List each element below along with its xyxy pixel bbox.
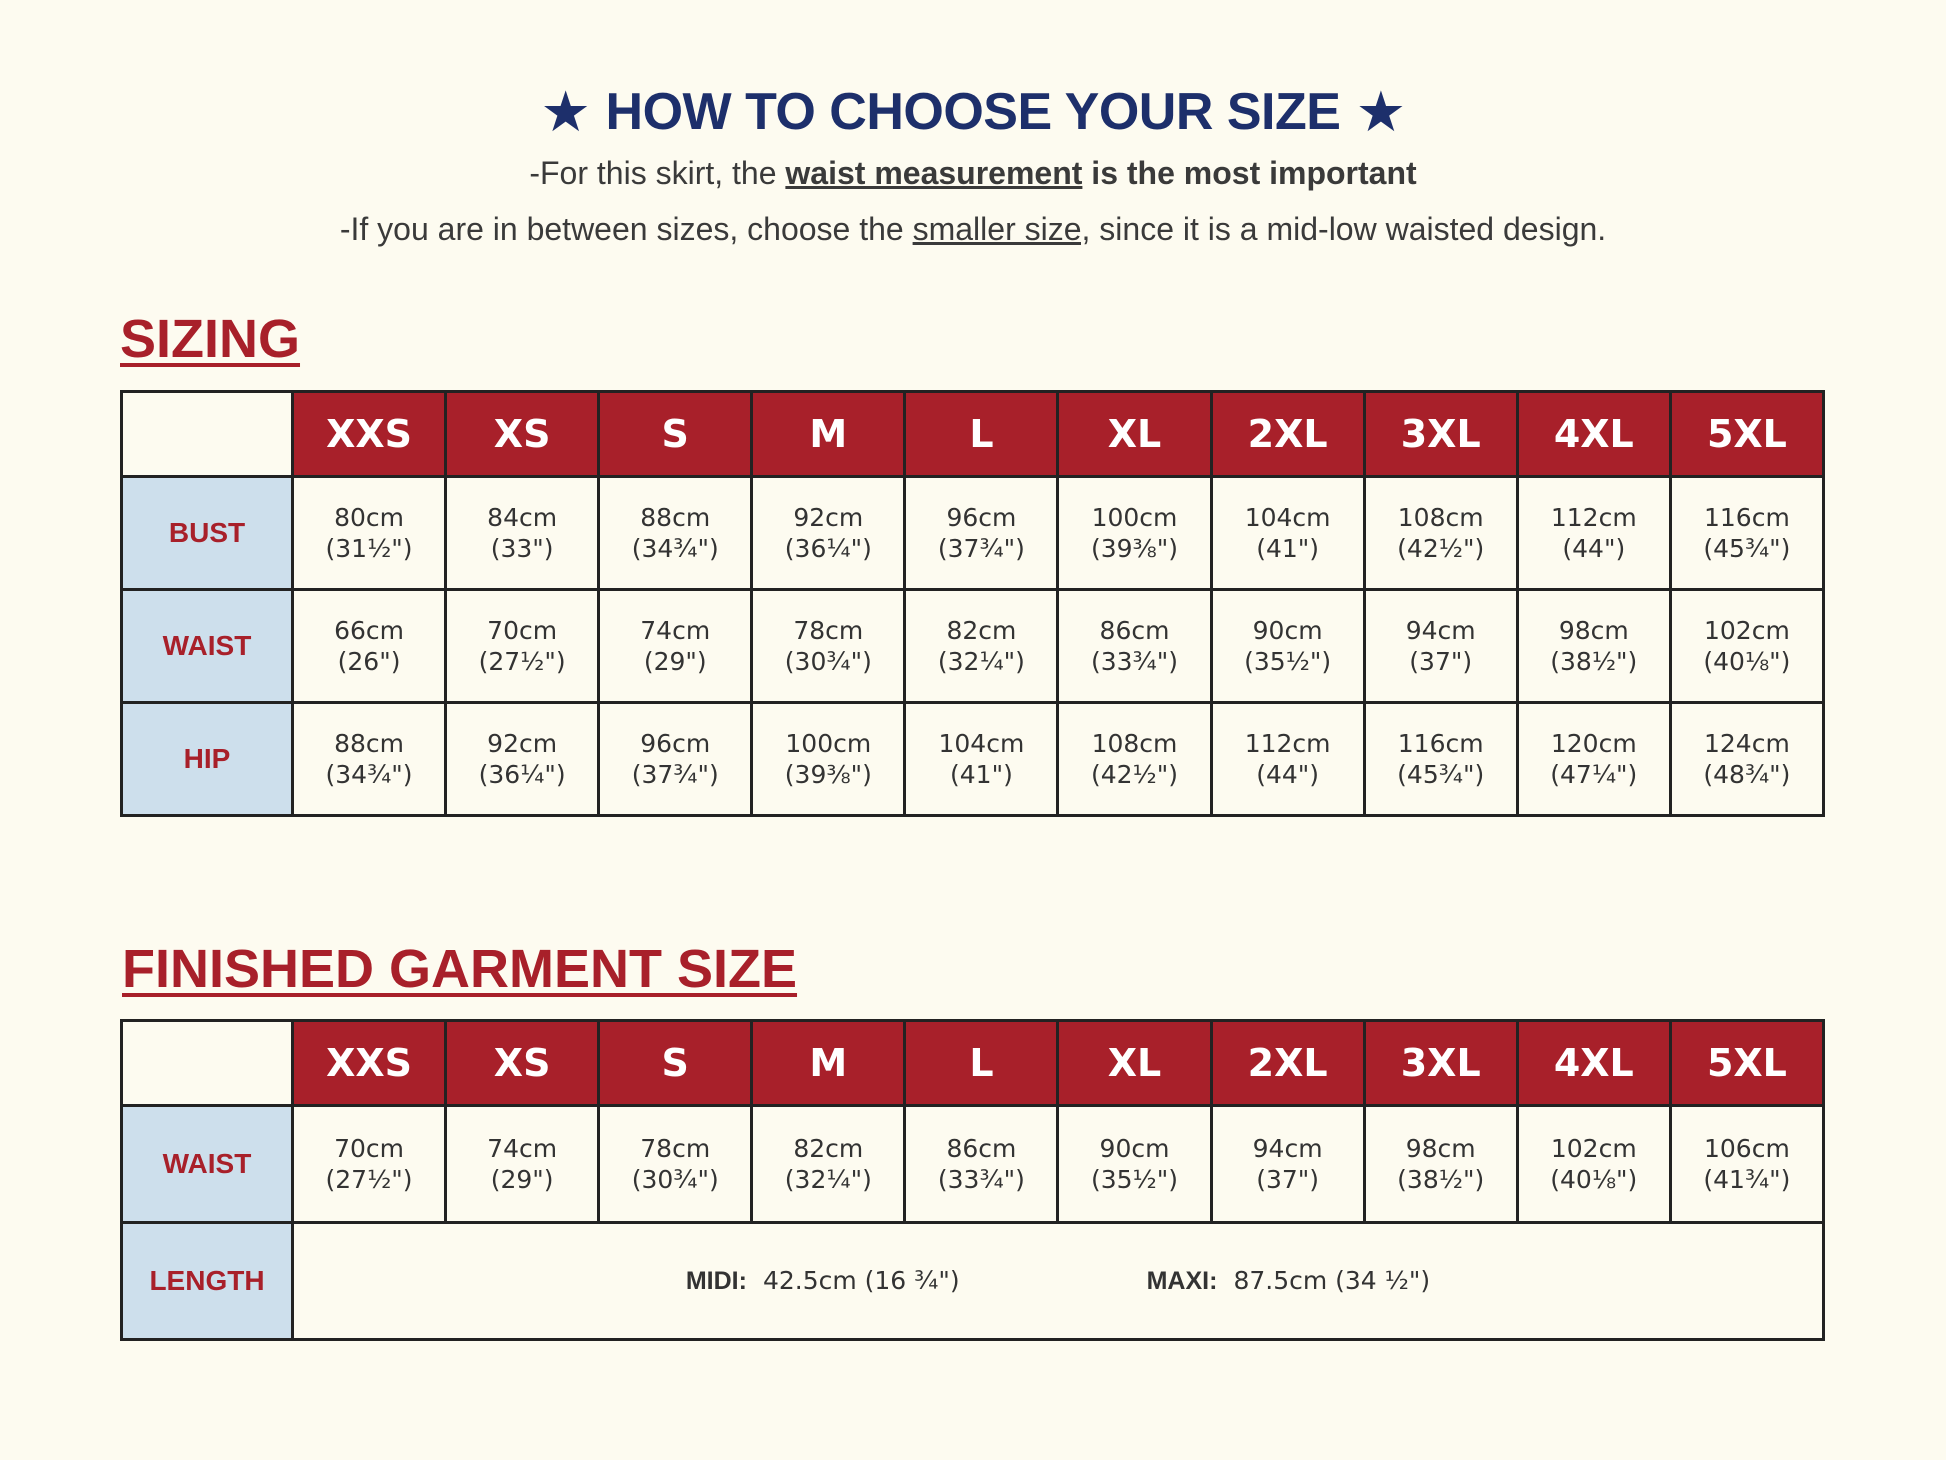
title-text: HOW TO CHOOSE YOUR SIZE <box>605 83 1341 141</box>
row-header-waist: WAIST <box>122 590 293 703</box>
cm-value: 102cm <box>1704 616 1790 645</box>
cm-value: 100cm <box>785 729 872 758</box>
size-header: XL <box>1058 392 1211 477</box>
instruction-2-emphasis: smaller size, <box>912 211 1091 247</box>
cm-value: 70cm <box>334 1134 404 1163</box>
cm-value: 104cm <box>938 729 1025 758</box>
inch-value: (37") <box>1409 647 1473 676</box>
cm-value: 100cm <box>1091 503 1178 532</box>
inch-value: (39⅜") <box>1090 534 1179 563</box>
cm-value: 98cm <box>1558 616 1629 645</box>
measurement-cell <box>446 477 599 590</box>
inch-value: (36¼") <box>784 534 872 563</box>
measurement-cell <box>446 590 599 703</box>
cm-value: 74cm <box>640 616 711 645</box>
inch-value: (44") <box>1562 534 1626 563</box>
size-header: 3XL <box>1364 392 1517 477</box>
inch-value: (33") <box>490 534 554 563</box>
inch-value: (34¾") <box>631 534 719 563</box>
measurement-cell <box>905 1106 1058 1223</box>
size-header: 2XL <box>1211 392 1364 477</box>
measurement-cell <box>599 477 752 590</box>
size-header: XS <box>446 1021 599 1106</box>
inch-value: (30¾") <box>784 647 872 676</box>
measurement-cell <box>752 590 905 703</box>
size-header: S <box>599 392 752 477</box>
cm-value: 88cm <box>640 503 711 532</box>
cm-value: 106cm <box>1704 1134 1790 1163</box>
sizing-table <box>120 390 1825 817</box>
cm-value: 108cm <box>1397 503 1484 532</box>
cm-value: 94cm <box>1405 616 1476 645</box>
inch-value: (37") <box>1256 1165 1320 1194</box>
inch-value: (27½") <box>325 1165 413 1194</box>
cm-value: 66cm <box>334 616 404 645</box>
size-header: M <box>752 392 905 477</box>
inch-value: (32¼") <box>937 647 1025 676</box>
instruction-line-1 <box>0 155 1946 192</box>
size-header: 3XL <box>1364 1021 1517 1106</box>
cm-value: 84cm <box>487 503 558 532</box>
cm-value: 116cm <box>1704 503 1790 532</box>
cm-value: 92cm <box>793 503 864 532</box>
measurement-cell <box>446 703 599 816</box>
table-corner <box>122 1021 293 1106</box>
measurement-cell <box>905 590 1058 703</box>
inch-value: (41") <box>1256 534 1320 563</box>
cm-value: 94cm <box>1252 1134 1323 1163</box>
midi-label: MIDI: <box>685 1267 747 1295</box>
inch-value: (33¾") <box>1090 647 1179 676</box>
inch-value: (26") <box>337 647 401 676</box>
inch-value: (45¾") <box>1397 760 1485 789</box>
inch-value: (37¾") <box>937 534 1025 563</box>
measurement-cell <box>599 1106 752 1223</box>
inch-value: (31½") <box>325 534 413 563</box>
instruction-1-prefix: -For this skirt, the <box>529 155 786 191</box>
size-header: XL <box>1058 1021 1211 1106</box>
size-header: 4XL <box>1517 1021 1670 1106</box>
cm-value: 98cm <box>1405 1134 1476 1163</box>
size-header: XS <box>446 392 599 477</box>
measurement-cell <box>1364 477 1517 590</box>
cm-value: 112cm <box>1550 503 1637 532</box>
measurement-cell <box>1517 703 1670 816</box>
cm-value: 70cm <box>487 616 558 645</box>
table-row <box>122 590 1824 703</box>
cm-value: 104cm <box>1244 503 1331 532</box>
inch-value: (38½") <box>1397 1165 1485 1194</box>
midi-value: 42.5cm (16 ¾") <box>762 1266 960 1295</box>
measurement-cell <box>293 1106 446 1223</box>
cm-value: 74cm <box>487 1134 558 1163</box>
measurement-cell <box>293 590 446 703</box>
size-header: M <box>752 1021 905 1106</box>
measurement-cell <box>1058 590 1211 703</box>
cm-value: 82cm <box>793 1134 864 1163</box>
instruction-1-suffix: is the most important <box>1082 155 1417 191</box>
size-header: L <box>905 1021 1058 1106</box>
table-row <box>122 1223 1824 1340</box>
row-header-bust: BUST <box>122 477 293 590</box>
inch-value: (39⅜") <box>784 760 872 789</box>
size-header: XXS <box>293 1021 446 1106</box>
measurement-cell <box>1670 590 1823 703</box>
inch-value: (47¼") <box>1550 760 1638 789</box>
maxi-value: 87.5cm (34 ½") <box>1233 1266 1431 1295</box>
measurement-cell <box>599 590 752 703</box>
cm-value: 102cm <box>1550 1134 1637 1163</box>
inch-value: (29") <box>490 1165 554 1194</box>
table-row <box>122 1106 1824 1223</box>
inch-value: (32¼") <box>784 1165 872 1194</box>
measurement-cell <box>1058 1106 1211 1223</box>
measurement-cell <box>1211 590 1364 703</box>
measurement-cell <box>1517 1106 1670 1223</box>
measurement-cell <box>599 703 752 816</box>
measurement-cell <box>1211 477 1364 590</box>
inch-value: (30¾") <box>631 1165 719 1194</box>
inch-value: (37¾") <box>631 760 719 789</box>
cm-value: 124cm <box>1704 729 1790 758</box>
cm-value: 112cm <box>1244 729 1331 758</box>
size-header: 2XL <box>1211 1021 1364 1106</box>
cm-value: 86cm <box>1099 616 1170 645</box>
cm-value: 90cm <box>1252 616 1323 645</box>
garment-section-title: FINISHED GARMENT SIZE <box>122 939 798 999</box>
measurement-cell <box>905 703 1058 816</box>
measurement-cell <box>446 1106 599 1223</box>
measurement-cell <box>1364 590 1517 703</box>
inch-value: (35½") <box>1244 647 1332 676</box>
inch-value: (27½") <box>478 647 566 676</box>
row-header-waist: WAIST <box>122 1106 293 1223</box>
maxi-length <box>1147 1266 1431 1296</box>
table-row <box>122 477 1824 590</box>
size-header: L <box>905 392 1058 477</box>
inch-value: (40⅛") <box>1703 647 1791 676</box>
measurement-cell <box>1058 703 1211 816</box>
measurement-cell <box>293 477 446 590</box>
star-icon-right: ★ <box>1358 84 1403 140</box>
row-header-length: LENGTH <box>122 1223 293 1340</box>
inch-value: (35½") <box>1090 1165 1179 1194</box>
cm-value: 82cm <box>946 616 1017 645</box>
size-header: S <box>599 1021 752 1106</box>
inch-value: (41") <box>950 760 1013 789</box>
table-corner <box>122 392 293 477</box>
measurement-cell <box>1670 1106 1823 1223</box>
cm-value: 78cm <box>793 616 864 645</box>
inch-value: (42½") <box>1090 760 1179 789</box>
garment-table <box>120 1019 1825 1341</box>
size-header: 4XL <box>1517 392 1670 477</box>
inch-value: (36¼") <box>478 760 566 789</box>
inch-value: (29") <box>643 647 707 676</box>
row-header-hip: HIP <box>122 703 293 816</box>
cm-value: 96cm <box>946 503 1017 532</box>
size-header: 5XL <box>1670 392 1823 477</box>
cm-value: 108cm <box>1091 729 1178 758</box>
inch-value: (44") <box>1256 760 1320 789</box>
inch-value: (34¾") <box>325 760 413 789</box>
measurement-cell <box>1517 590 1670 703</box>
measurement-cell <box>293 703 446 816</box>
cm-value: 90cm <box>1099 1134 1170 1163</box>
inch-value: (41¾") <box>1703 1165 1791 1194</box>
instruction-2-suffix: since it is a mid-low waisted design. <box>1090 211 1607 247</box>
sizing-section-title: SIZING <box>120 309 301 369</box>
inch-value: (45¾") <box>1703 534 1791 563</box>
inch-value: (33¾") <box>937 1165 1025 1194</box>
instruction-1-emphasis: waist measurement <box>785 155 1083 191</box>
cm-value: 92cm <box>487 729 558 758</box>
cm-value: 96cm <box>640 729 711 758</box>
cm-value: 116cm <box>1397 729 1484 758</box>
maxi-label: MAXI: <box>1146 1267 1218 1295</box>
measurement-cell <box>1670 477 1823 590</box>
measurement-cell <box>1517 477 1670 590</box>
cm-value: 120cm <box>1550 729 1637 758</box>
measurement-cell <box>752 477 905 590</box>
star-icon-left: ★ <box>543 84 588 140</box>
size-header: 5XL <box>1670 1021 1823 1106</box>
measurement-cell <box>1211 1106 1364 1223</box>
inch-value: (42½") <box>1397 534 1485 563</box>
length-cell <box>293 1223 1824 1340</box>
cm-value: 78cm <box>640 1134 711 1163</box>
inch-value: (38½") <box>1550 647 1638 676</box>
inch-value: (40⅛") <box>1550 1165 1638 1194</box>
inch-value: (48¾") <box>1703 760 1791 789</box>
measurement-cell <box>1364 703 1517 816</box>
measurement-cell <box>905 477 1058 590</box>
page-title <box>0 82 1946 142</box>
cm-value: 86cm <box>946 1134 1017 1163</box>
table-row <box>122 703 1824 816</box>
midi-length <box>686 1266 960 1296</box>
measurement-cell <box>1670 703 1823 816</box>
instruction-2-prefix: -If you are in between sizes, choose the <box>339 211 913 247</box>
size-header: XXS <box>293 392 446 477</box>
measurement-cell <box>752 703 905 816</box>
measurement-cell <box>1364 1106 1517 1223</box>
cm-value: 80cm <box>334 503 404 532</box>
cm-value: 88cm <box>334 729 404 758</box>
measurement-cell <box>1058 477 1211 590</box>
measurement-cell <box>1211 703 1364 816</box>
measurement-cell <box>752 1106 905 1223</box>
instruction-line-2 <box>0 211 1946 248</box>
